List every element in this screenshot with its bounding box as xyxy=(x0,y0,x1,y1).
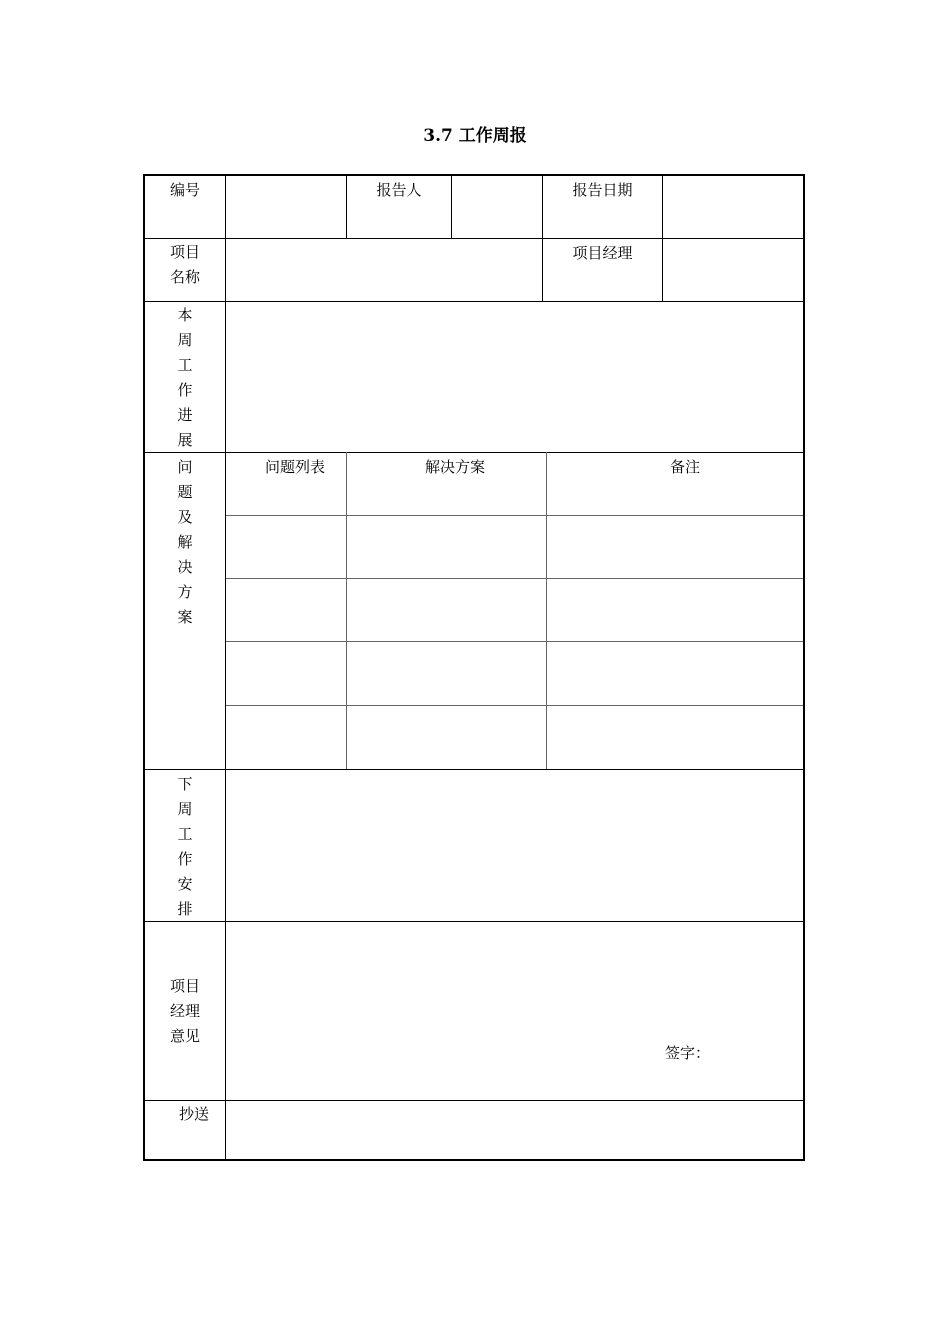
issue-list-header: 问题列表 xyxy=(264,458,325,476)
next-week-plan-label: 下 周 工 作 安 排 xyxy=(177,775,193,918)
project-name-label: 项目 名称 xyxy=(169,243,200,286)
issue-row-divider xyxy=(226,641,803,642)
issue-col-divider xyxy=(346,452,347,769)
row-divider xyxy=(145,238,803,239)
project-manager-label: 项目经理 xyxy=(572,244,633,262)
pm-opinion-label: 项目 经理 意见 xyxy=(169,977,200,1045)
issue-row-divider xyxy=(226,705,803,706)
label-column-divider xyxy=(225,176,226,1159)
col-divider xyxy=(662,176,663,301)
serial-no-label: 编号 xyxy=(169,181,200,199)
row-divider xyxy=(145,1100,803,1101)
reporter-label: 报告人 xyxy=(376,181,422,199)
row-divider xyxy=(145,921,803,922)
row-divider xyxy=(145,769,803,770)
row-divider xyxy=(145,301,803,302)
weekly-report-form xyxy=(143,174,805,1161)
issue-row-divider xyxy=(226,578,803,579)
weekly-progress-label: 本 周 工 作 进 展 xyxy=(177,306,193,449)
col-divider xyxy=(451,176,452,238)
cc-label: 抄送 xyxy=(178,1105,209,1123)
issue-col-divider xyxy=(546,452,547,769)
issue-row-divider xyxy=(226,515,803,516)
report-date-label: 报告日期 xyxy=(572,181,633,199)
row-divider xyxy=(145,452,803,453)
page-title: 3.7 工作周报 xyxy=(423,126,527,146)
signature-label: 签字： xyxy=(665,1044,711,1062)
remarks-header: 备注 xyxy=(669,458,700,476)
issues-section-label: 问 题 及 解 决 方 案 xyxy=(177,458,193,626)
solution-header: 解决方案 xyxy=(424,458,485,476)
